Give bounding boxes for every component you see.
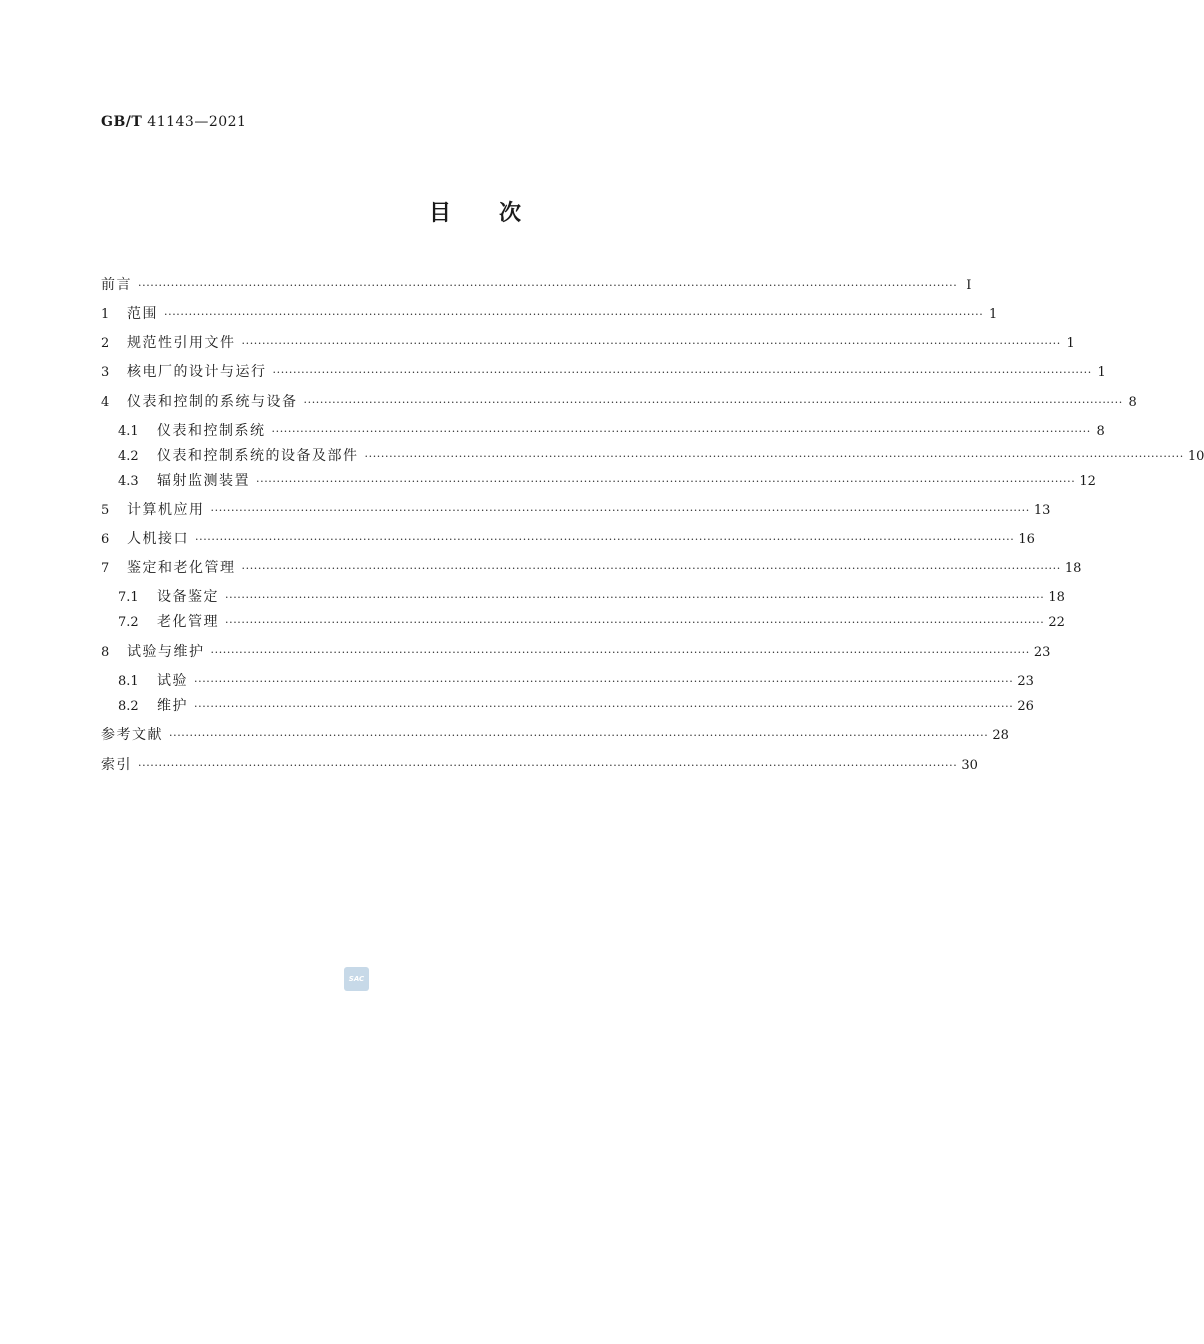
toc-entry-page: 22 <box>1048 615 1065 630</box>
toc-entry-label: 鉴定和老化管理 <box>127 560 236 576</box>
toc-dot-leader: ········································································································································································································ <box>194 700 1014 713</box>
toc-entry-label: 参考文献 <box>101 727 163 743</box>
toc-entry-page: 8 <box>1096 424 1105 439</box>
toc-entry-page: 28 <box>992 728 1009 743</box>
toc-entry-page: 10 <box>1187 449 1204 464</box>
toc-entry[interactable] <box>101 529 1035 549</box>
toc-dot-leader: ········································································································································································································ <box>272 366 1092 379</box>
toc-entry[interactable] <box>118 421 1105 441</box>
toc-entry-label: 核电厂的设计与运行 <box>127 364 267 380</box>
toc-entry-label: 维护 <box>157 698 188 714</box>
toc-entry-number: 8.2 <box>118 699 139 714</box>
toc-entry-label: 仪表和控制系统的设备及部件 <box>157 448 359 464</box>
toc-dot-leader: ········································································································································································································ <box>194 675 1014 688</box>
toc-entry-number: 1 <box>101 307 110 322</box>
toc-entry[interactable] <box>101 333 1075 353</box>
toc-entry[interactable] <box>101 392 1137 412</box>
toc-entry-page: 30 <box>961 758 978 773</box>
toc-dot-leader: ········································································································································································································ <box>271 425 1091 438</box>
table-of-contents <box>101 0 1204 1344</box>
toc-entry-label: 仪表和控制系统 <box>157 423 266 439</box>
toc-entry-page: 23 <box>1033 645 1051 660</box>
toc-entry-number: 7 <box>101 561 110 576</box>
toc-entry-page: 26 <box>1017 699 1034 714</box>
toc-entry-page: 1 <box>1066 336 1075 351</box>
toc-entry-number: 4 <box>101 395 110 410</box>
toc-entry-page: Ⅰ <box>966 278 972 293</box>
toc-entry[interactable] <box>101 755 978 775</box>
toc-dot-leader: ········································································································································································································ <box>364 450 1184 463</box>
toc-entry-number: 4.2 <box>118 449 139 464</box>
toc-entry-label: 老化管理 <box>157 614 219 630</box>
toc-entry-number: 5 <box>101 503 110 518</box>
toc-dot-leader: ········································································································································································································ <box>138 279 958 292</box>
toc-dot-leader: ········································································································································································································ <box>241 337 1061 350</box>
toc-entry-page: 12 <box>1079 474 1096 489</box>
toc-entry-label: 规范性引用文件 <box>127 335 236 351</box>
toc-entry-label: 试验 <box>157 673 188 689</box>
toc-entry[interactable] <box>118 612 1065 632</box>
toc-entry[interactable] <box>101 558 1082 578</box>
toc-dot-leader: ········································································································································································································ <box>210 646 1030 659</box>
toc-dot-leader: ········································································································································································································ <box>164 308 984 321</box>
toc-entry-number: 7.1 <box>118 590 139 605</box>
toc-entry-number: 6 <box>101 532 110 547</box>
toc-entry-page: 18 <box>1064 561 1082 576</box>
toc-entry-label: 人机接口 <box>127 531 189 547</box>
toc-entry-page: 16 <box>1018 532 1035 547</box>
toc-dot-leader: ········································································································································································································ <box>303 396 1123 409</box>
toc-entry-label: 前言 <box>101 277 132 293</box>
toc-entry[interactable] <box>118 446 1204 466</box>
toc-entry-number: 8.1 <box>118 674 139 689</box>
toc-entry[interactable] <box>118 671 1034 691</box>
toc-entry-page: 8 <box>1128 395 1137 410</box>
toc-entry-number: 8 <box>101 645 110 660</box>
toc-entry-number: 4.3 <box>118 474 139 489</box>
toc-entry-label: 范围 <box>127 306 158 322</box>
toc-entry-label: 试验与维护 <box>127 644 205 660</box>
toc-entry-number: 2 <box>101 336 110 351</box>
toc-entry-page: 1 <box>989 307 998 322</box>
toc-dot-leader: ········································································································································································································ <box>169 729 989 742</box>
toc-entry-page: 23 <box>1017 674 1034 689</box>
toc-entry-page: 18 <box>1048 590 1065 605</box>
toc-entry[interactable] <box>101 362 1106 382</box>
toc-entry-label: 设备鉴定 <box>157 589 219 605</box>
toc-entry[interactable] <box>101 275 972 295</box>
toc-dot-leader: ········································································································································································································ <box>225 591 1045 604</box>
toc-entry[interactable] <box>101 642 1051 662</box>
standard-number: 41143—2021 <box>147 114 247 130</box>
toc-dot-leader: ········································································································································································································ <box>256 475 1076 488</box>
toc-dot-leader: ········································································································································································································ <box>210 504 1030 517</box>
standard-prefix: GB/T <box>101 114 143 130</box>
toc-entry[interactable] <box>118 587 1065 607</box>
toc-entry-label: 计算机应用 <box>127 502 205 518</box>
toc-entry-number: 7.2 <box>118 615 139 630</box>
toc-entry-page: 13 <box>1033 503 1051 518</box>
toc-dot-leader: ········································································································································································································ <box>241 562 1061 575</box>
toc-dot-leader: ········································································································································································································ <box>225 616 1045 629</box>
sac-watermark-logo: SAC <box>344 967 369 991</box>
toc-entry[interactable] <box>101 725 1009 745</box>
toc-entry-number: 4.1 <box>118 424 139 439</box>
toc-entry[interactable] <box>101 304 998 324</box>
toc-entry[interactable] <box>118 696 1034 716</box>
toc-entry[interactable] <box>101 500 1051 520</box>
toc-entry-label: 辐射监测装置 <box>157 473 250 489</box>
page-title: 目次 <box>428 201 569 226</box>
toc-entry-label: 索引 <box>101 757 132 773</box>
toc-entry-number: 3 <box>101 365 110 380</box>
toc-entry[interactable] <box>118 471 1096 491</box>
toc-dot-leader: ········································································································································································································ <box>195 533 1015 546</box>
toc-entry-page: 1 <box>1097 365 1106 380</box>
toc-dot-leader: ········································································································································································································ <box>138 759 958 772</box>
toc-entry-label: 仪表和控制的系统与设备 <box>127 394 298 410</box>
